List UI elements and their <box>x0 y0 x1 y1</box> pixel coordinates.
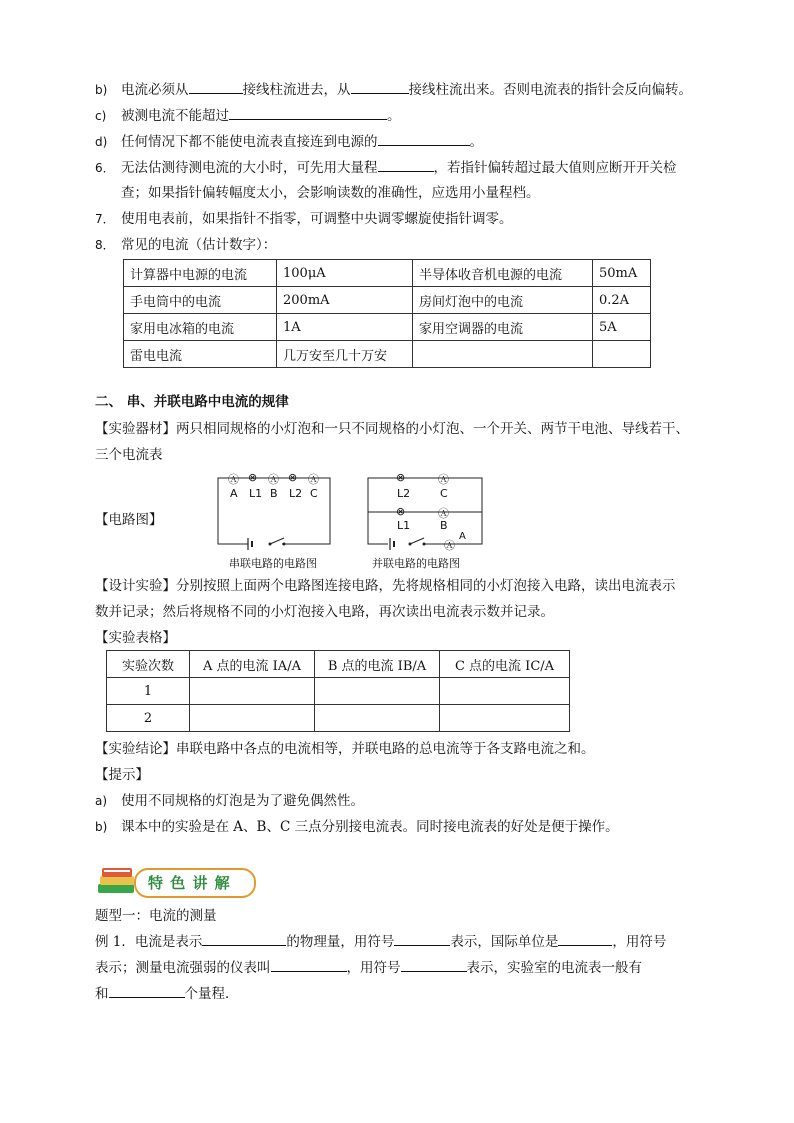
item-d <box>95 132 483 151</box>
example-1-line-2 <box>95 958 642 977</box>
item-6 <box>95 158 677 177</box>
design-line-2 <box>95 603 554 621</box>
item-text: 接线柱流出来。否则电流表的指针会反向偏转。 <box>408 82 692 98</box>
item-text: 使用不同规格的灯泡是为了避免偶然性。 <box>121 793 364 809</box>
table-header-cell: 实验次数 <box>107 651 190 678</box>
table-cell: 半导体收音机电源的电流 <box>413 260 593 287</box>
experiment-table <box>106 650 570 732</box>
series-caption: 串联电路的电路图 <box>229 557 317 570</box>
fill-blank[interactable] <box>109 984 185 998</box>
table-cell: 100μA <box>277 260 413 287</box>
table-cell: 雷电电流 <box>124 341 277 368</box>
example-text: 例 1．电流是表示 <box>95 934 203 950</box>
fill-blank[interactable] <box>189 80 243 94</box>
table-cell: 家用空调器的电流 <box>413 314 593 341</box>
item-text: 课本中的实验是在 A、B、C 三点分别接电流表。同时接电流表的好处是便于操作。 <box>121 819 619 835</box>
fill-blank[interactable] <box>229 106 387 120</box>
table-row <box>107 678 570 705</box>
lamp-icon: ⊗ <box>396 471 406 484</box>
item-label: b) <box>95 83 108 97</box>
item-text: 无法估测待测电流的大小时，可先用大量程 <box>121 160 378 176</box>
ammeter-icon: Ⓐ <box>438 507 449 520</box>
conclusion-line <box>95 740 595 758</box>
table-row <box>124 314 651 341</box>
fill-blank[interactable] <box>378 132 470 146</box>
table-row <box>124 287 651 314</box>
table-header-row <box>107 651 570 678</box>
parallel-circuit-diagram <box>362 466 487 552</box>
example-text: 的物理量，用符号 <box>286 934 395 950</box>
table-header-cell: A 点的电流 IA/A <box>190 651 315 678</box>
series-label: A <box>230 487 238 500</box>
table-cell: 手电筒中的电流 <box>124 287 277 314</box>
parallel-label: A <box>459 531 466 542</box>
tip-item <box>95 818 619 836</box>
item-text: ，若指针偏转超过最大值则应断开开关检 <box>433 160 677 176</box>
ammeter-icon: Ⓐ <box>438 473 449 486</box>
example-text: 表示，实验室的电流表一般有 <box>466 960 642 976</box>
table-row <box>124 341 651 368</box>
table-cell: 2 <box>107 705 190 732</box>
table-header-cell: B 点的电流 IB/A <box>315 651 440 678</box>
tips-head: 【提示】 <box>95 767 149 783</box>
design-text: 数并记录；然后将规格不同的小灯泡接入电路，再次读出电流表示数并记录。 <box>95 604 554 620</box>
item-7 <box>95 210 513 228</box>
parallel-label: B <box>440 519 448 532</box>
series-label: B <box>270 487 278 500</box>
item-text: 。 <box>469 134 483 150</box>
example-text: 表示，国际单位是 <box>450 934 559 950</box>
item-text: 被测电流不能超过 <box>121 108 229 124</box>
equipment-line <box>95 420 689 438</box>
fill-blank[interactable] <box>202 932 286 946</box>
current-table <box>123 259 651 368</box>
item-text: 。 <box>387 108 401 124</box>
table-cell: 几万安至几十万安 <box>277 341 413 368</box>
banner-label: 特 色 讲 解 <box>148 874 231 892</box>
design-line <box>95 577 676 595</box>
table-cell <box>413 341 593 368</box>
parallel-label: L2 <box>397 487 411 500</box>
section-title: 二、 串、并联电路中电流的规律 <box>95 394 289 410</box>
example-text: 和 <box>95 986 109 1002</box>
lamp-icon: ⊗ <box>248 471 258 484</box>
series-label: C <box>310 487 318 500</box>
item-6-cont <box>121 184 540 202</box>
design-head: 【设计实验】 <box>95 578 176 594</box>
series-label: L1 <box>249 487 263 500</box>
table-cell[interactable] <box>440 705 570 732</box>
table-cell: 家用电冰箱的电流 <box>124 314 277 341</box>
item-c <box>95 106 401 125</box>
item-number: 7． <box>95 212 115 226</box>
exp-table-head: 【实验表格】 <box>95 630 176 646</box>
example-1-line-3 <box>95 984 239 1003</box>
item-text: 电流必须从 <box>121 82 189 98</box>
table-cell: 1A <box>277 314 413 341</box>
parallel-caption: 并联电路的电路图 <box>372 557 460 570</box>
conclusion-head: 【实验结论】 <box>95 741 176 757</box>
ammeter-icon: Ⓐ <box>308 473 319 486</box>
table-cell[interactable] <box>190 678 315 705</box>
table-header-cell: C 点的电流 IC/A <box>440 651 570 678</box>
parallel-label: L1 <box>397 519 411 532</box>
table-cell[interactable] <box>315 678 440 705</box>
design-text: 分别按照上面两个电路图连接电路，先将规格相同的小灯泡接入电路，读出电流表示 <box>176 578 676 594</box>
item-number: 6． <box>95 161 115 175</box>
fill-blank[interactable] <box>378 158 434 172</box>
item-text: 接线柱流进去，从 <box>242 82 351 98</box>
ammeter-icon: Ⓐ <box>228 473 239 486</box>
table-cell[interactable] <box>315 705 440 732</box>
fill-blank[interactable] <box>351 80 409 94</box>
example-text: 表示；测量电流强弱的仪表叫 <box>95 960 271 976</box>
table-cell: 5A <box>593 314 651 341</box>
lamp-icon: ⊗ <box>396 505 406 518</box>
table-cell: 0.2A <box>593 287 651 314</box>
item-label: b) <box>95 820 108 834</box>
table-cell: 计算器中电源的电流 <box>124 260 277 287</box>
item-text: 任何情况下都不能使电流表直接连到电源的 <box>121 134 378 150</box>
table-cell[interactable] <box>190 705 315 732</box>
item-label: c) <box>95 109 107 123</box>
item-label: a) <box>95 794 108 808</box>
equipment-text: 三个电流表 <box>95 447 163 463</box>
equipment-head: 【实验器材】 <box>95 421 176 437</box>
fill-blank[interactable] <box>271 958 347 972</box>
item-b <box>95 80 692 99</box>
table-row <box>107 705 570 732</box>
feature-banner <box>94 864 258 898</box>
item-8 <box>95 236 276 254</box>
example-text: ，用符号 <box>612 934 667 950</box>
table-cell: 200mA <box>277 287 413 314</box>
item-text: 使用电表前，如果指针不指零，可调整中央调零螺旋使指针调零。 <box>121 211 513 227</box>
parallel-label: C <box>440 487 448 500</box>
item-text: 查；如果指针偏转幅度太小，会影响读数的准确性，应选用小量程档。 <box>121 185 540 201</box>
tip-item <box>95 792 364 810</box>
example-text: ，用符号 <box>346 960 401 976</box>
equipment-text: 两只相同规格的小灯泡和一只不同规格的小灯泡、一个开关、两节干电池、导线若干、 <box>176 421 689 437</box>
table-row <box>124 260 651 287</box>
question-type-title: 题型一：电流的测量 <box>95 908 217 924</box>
item-label: d) <box>95 135 108 149</box>
fill-blank[interactable] <box>401 958 467 972</box>
equipment-line-2 <box>95 446 163 464</box>
circuit-head: 【电路图】 <box>95 512 163 528</box>
example-1-line <box>95 932 666 951</box>
lamp-icon: ⊗ <box>288 471 298 484</box>
ammeter-icon: Ⓐ <box>268 473 279 486</box>
series-label: L2 <box>289 487 303 500</box>
table-cell: 50mA <box>593 260 651 287</box>
item-number: 8． <box>95 238 115 252</box>
fill-blank[interactable] <box>558 932 612 946</box>
ammeter-icon: Ⓐ <box>444 539 455 552</box>
table-cell: 房间灯泡中的电流 <box>413 287 593 314</box>
example-text: 个量程． <box>184 986 239 1002</box>
fill-blank[interactable] <box>394 932 450 946</box>
table-cell[interactable] <box>440 678 570 705</box>
conclusion-text: 串联电路中各点的电流相等，并联电路的总电流等于各支路电流之和。 <box>176 741 595 757</box>
item-text: 常见的电流（估计数字）： <box>121 237 277 253</box>
table-cell <box>593 341 651 368</box>
table-cell: 1 <box>107 678 190 705</box>
